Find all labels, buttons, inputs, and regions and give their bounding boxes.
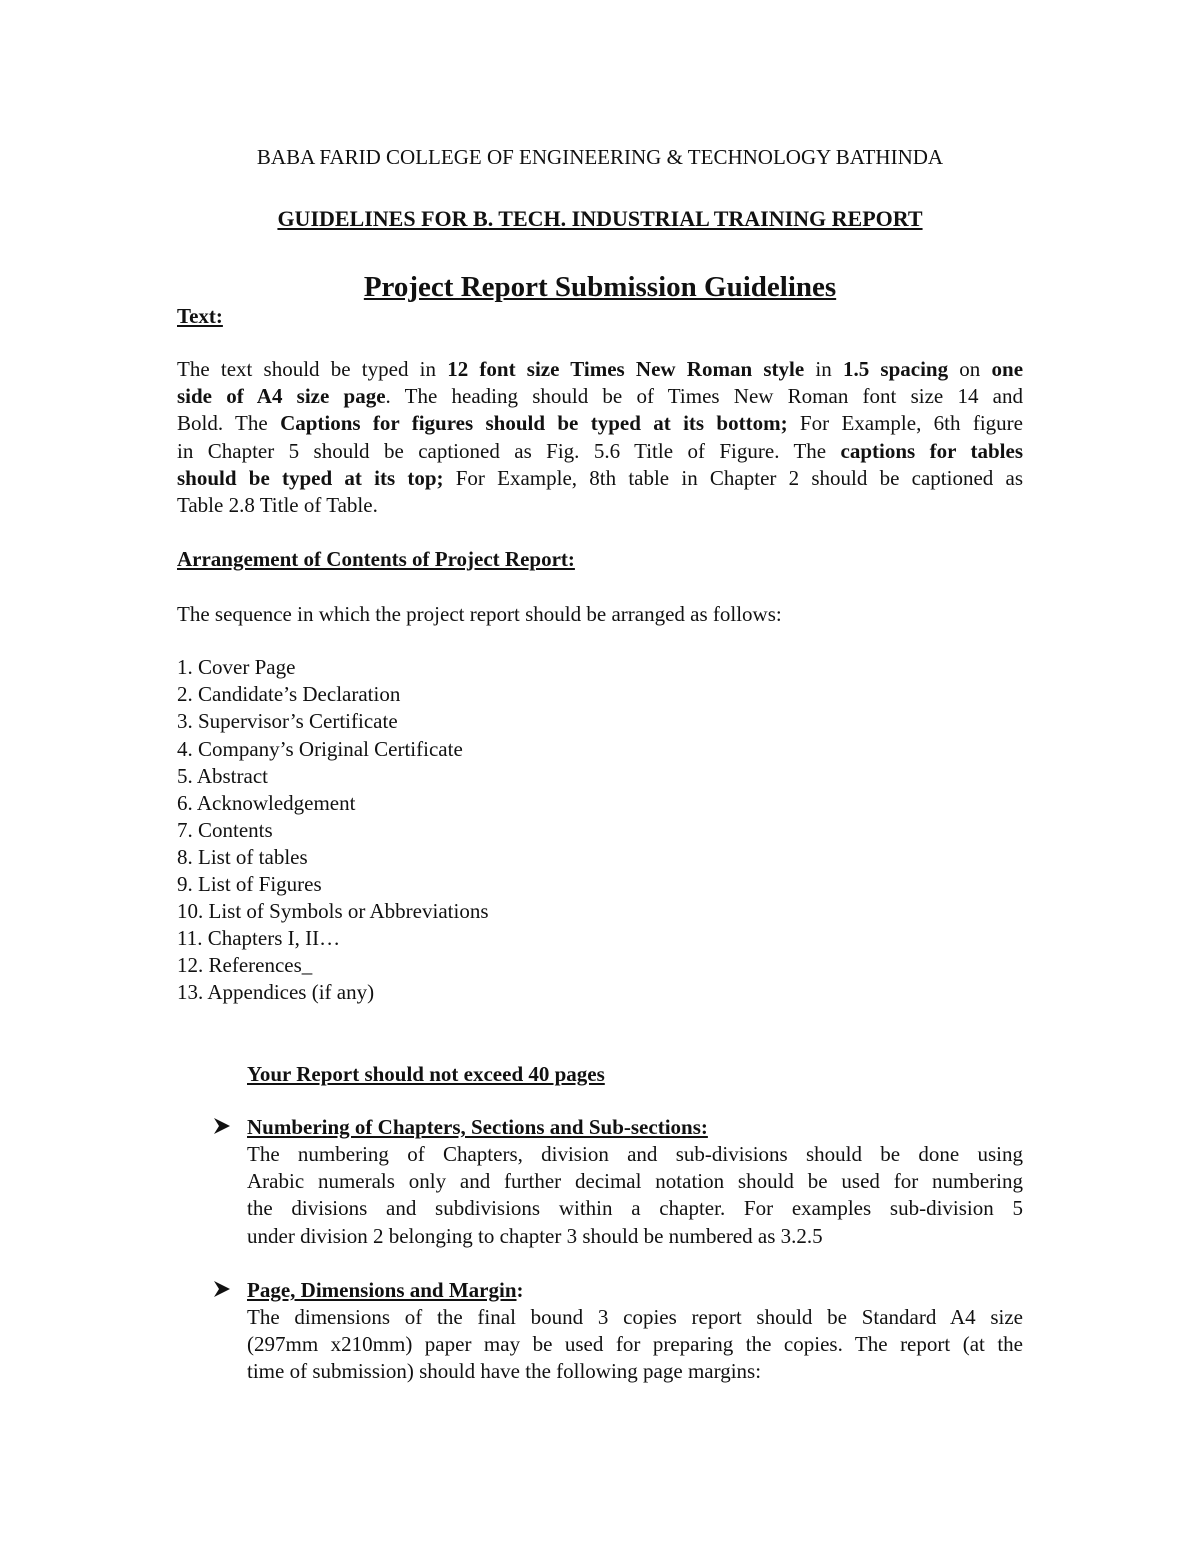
arrow-bullet-icon — [213, 1117, 231, 1135]
main-title: Project Report Submission Guidelines — [363, 271, 837, 303]
list-item: 5. Abstract — [177, 764, 268, 788]
page-dimensions-paragraph — [247, 1304, 1023, 1386]
list-item: 3. Supervisor’s Certificate — [177, 709, 398, 733]
page-dimensions-line: The dimensions of the final bound 3 copies report should be Standard A4 size — [247, 1305, 1023, 1329]
numbering-line: The numbering of Chapters, division and sub-divisions should be done using — [247, 1142, 1023, 1166]
numbering-line: the divisions and subdivisions within a chapter. For examples sub-division 5 — [247, 1196, 1023, 1221]
list-item: 2. Candidate’s Declaration — [177, 682, 401, 706]
list-item: 4. Company’s Original Certificate — [177, 737, 463, 761]
list-item: 13. Appendices (if any) — [177, 980, 375, 1004]
list-item: 7. Contents — [177, 818, 273, 842]
text-line: side of A4 size page. The heading should be of Times New Roman font size 14 and — [177, 384, 1023, 409]
arrow-bullet-icon — [213, 1280, 231, 1298]
arrangement-intro: The sequence in which the project report should be arranged as follows: — [177, 602, 782, 626]
page-limit-note: Your Report should not exceed 40 pages — [247, 1062, 605, 1086]
list-item: 12. References_ — [177, 953, 313, 977]
list-item: 8. List of tables — [177, 845, 308, 869]
text-line: should be typed at its top; For Example, 8th table in Chapter 2 should be captioned as — [177, 465, 1023, 490]
list-item: 11. Chapters I, II… — [177, 926, 341, 950]
page-dimensions-line: time of submission) should have the following page margins: — [247, 1359, 762, 1384]
page-dimensions-line: (297mm x210mm) paper may be used for preparing the copies. The report (at the — [247, 1332, 1023, 1357]
text-line: in Chapter 5 should be captioned as Fig. 5.6 Title of Figure. The captions for tables — [177, 438, 1023, 463]
numbering-paragraph — [247, 1141, 1023, 1250]
college-name: BABA FARID COLLEGE OF ENGINEERING & TECHNOLOGY BATHINDA — [256, 145, 944, 169]
guidelines-title: GUIDELINES FOR B. TECH. INDUSTRIAL TRAINING REPORT — [277, 206, 923, 231]
text-line: Bold. The Captions for figures should be typed at its bottom; For Example, 6th figure — [177, 411, 1023, 436]
list-item: 9. List of Figures — [177, 872, 322, 896]
text-heading: Text: — [177, 304, 223, 328]
list-item: 1. Cover Page — [177, 655, 296, 679]
numbering-line: Arabic numerals only and further decimal notation should be used for numbering — [247, 1169, 1023, 1194]
list-item: 6. Acknowledgement — [177, 791, 356, 815]
arrangement-heading: Arrangement of Contents of Project Report: — [177, 547, 575, 571]
page-dimensions-heading: Page, Dimensions and Margin: — [247, 1278, 524, 1302]
text-line: The text should be typed in 12 font size Times New Roman style in 1.5 spacing on one — [177, 357, 1024, 381]
numbering-heading: Numbering of Chapters, Sections and Sub-sections: — [247, 1115, 708, 1139]
numbering-line: under division 2 belonging to chapter 3 should be numbered as 3.2.5 — [247, 1223, 823, 1248]
list-item: 10. List of Symbols or Abbreviations — [177, 899, 489, 923]
text-line: Table 2.8 Title of Table. — [177, 493, 378, 518]
text-paragraph — [177, 356, 1023, 519]
